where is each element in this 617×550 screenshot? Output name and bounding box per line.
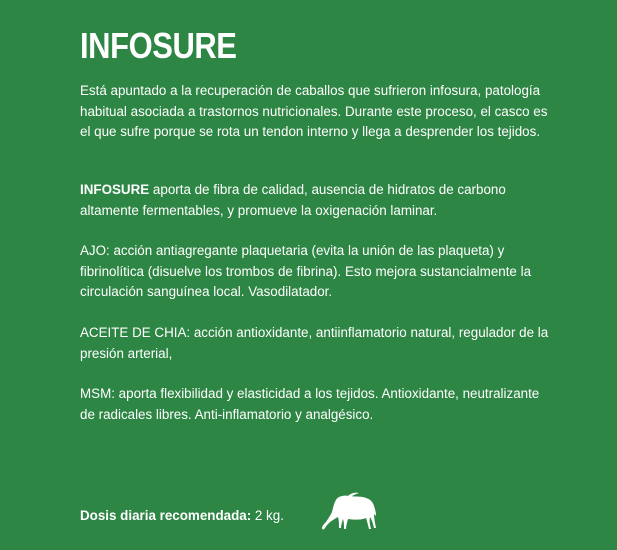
- intro-paragraph: Está apuntado a la recuperación de caballos que sufrieron infosura, patología habitual asociada a trastornos nutricionales. Durante este proceso, el casco es el que sufre porque se rota un tendon interno y llega a desprender los tejidos.: [80, 83, 548, 139]
- product-description-text: aporta de fibra de calidad, ausencia de hidratos de carbono altamente fermentables, y promueve la oxigenación laminar.: [80, 182, 506, 218]
- product-paragraph: [80, 180, 550, 221]
- product-name: INFOSURE: [80, 182, 150, 197]
- ajo-paragraph: AJO: acción antiagregante plaquetaria (evita la unión de las plaqueta) y fibrinolítica (disuelve los trombos de fibrina). Esto mejora sustancialmente la circulación sanguínea local. Vasodilatador.: [80, 243, 532, 299]
- dose-label: Dosis diaria recomendada:: [80, 508, 252, 523]
- product-description: [80, 25, 550, 422]
- msm-paragraph: MSM: aporta flexibilidad y elasticidad a los tejidos. Antioxidante, neutralizante de radicales libres. Anti-inflamatorio y analgésico.: [80, 386, 540, 422]
- daily-dose: [80, 506, 284, 526]
- grazing-horse-icon: [318, 490, 380, 534]
- chia-paragraph: ACEITE DE CHIA: acción antioxidante, antiinflamatorio natural, regulador de la presión arterial,: [80, 325, 549, 361]
- dose-value: 2 kg.: [251, 508, 284, 523]
- page-title: INFOSURE: [80, 25, 237, 66]
